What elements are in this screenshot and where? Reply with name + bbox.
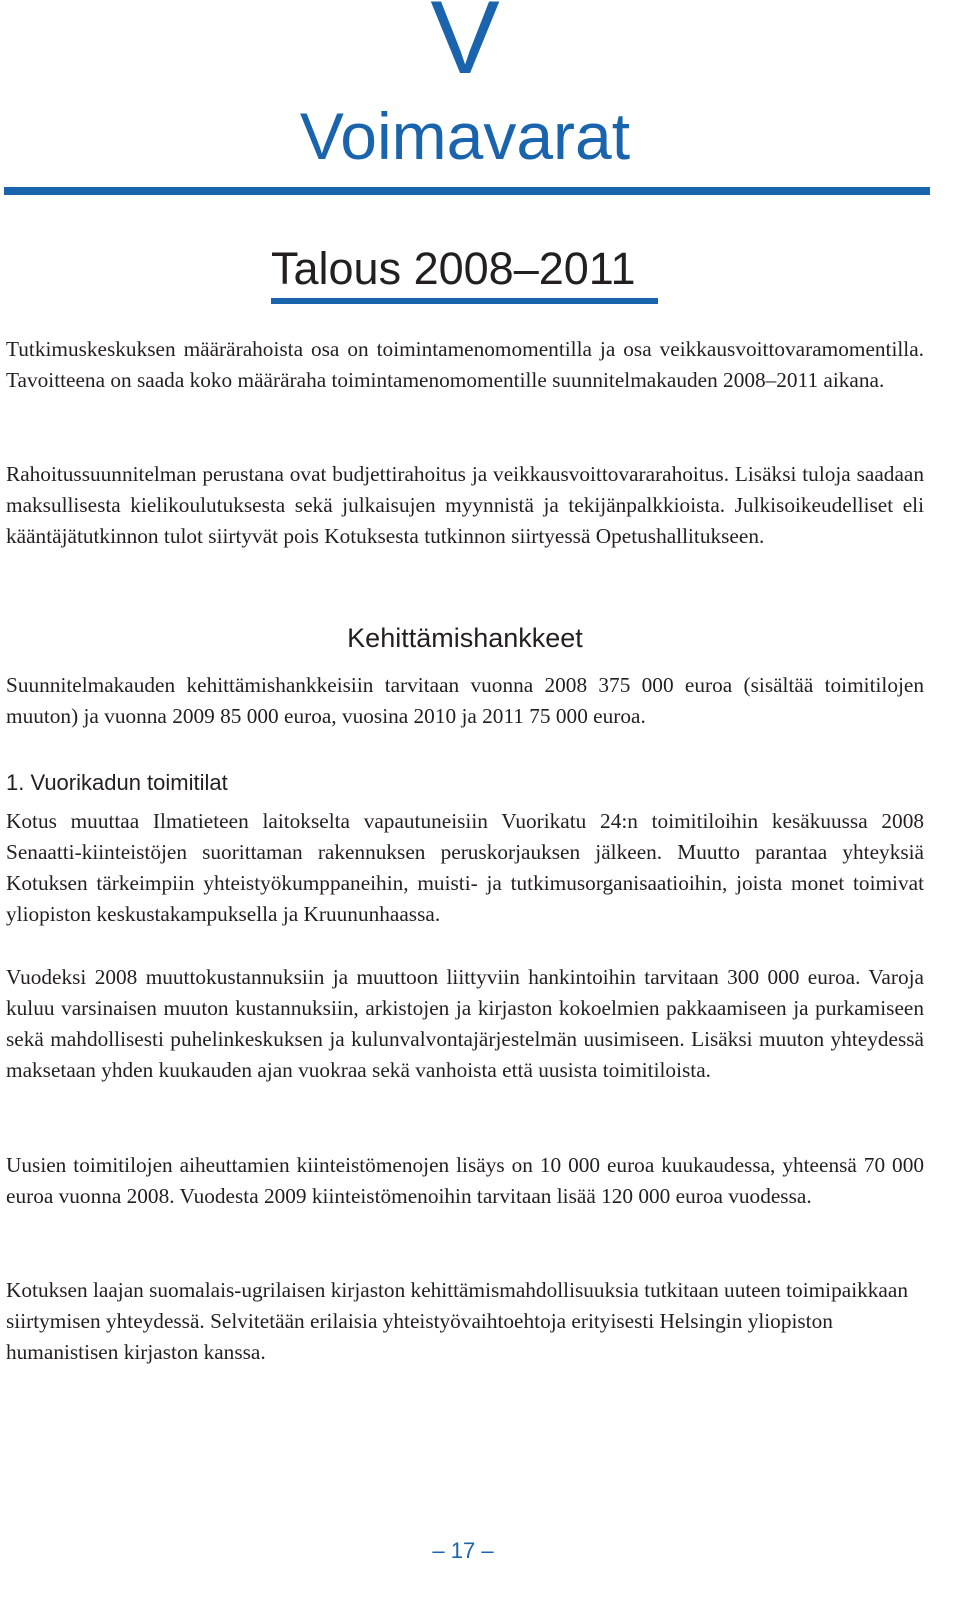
paragraph-intro-1: Tutkimuskeskuksen määrärahoista osa on toimintamenomomentilla ja osa veikkausvoittovaramomentilla. Tavoitteena on saada koko määräraha toimintamenomomentille suunnitelmakauden 2008–2011 aikana.: [6, 337, 924, 392]
paragraph-item-2: Vuodeksi 2008 muuttokustannuksiin ja muuttoon liittyviin hankintoihin tarvitaan 300 000 euroa. Varoja kuluu varsinaisen muuton kustannuksiin, arkistojen ja kirjaston kokoelmien pakkaamiseen ja purkamiseen sekä mahdollisesti puhelinkeskuksen ja kulunvalvontajärjestelmän uusimiseen. Lisäksi muuton yhteydessä maksetaan yhden kuukauden ajan vuokraa sekä vanhoista että uusista toimitiloista.: [6, 965, 924, 1082]
section-title: Talous 2008–2011: [271, 243, 636, 294]
subheading-development-projects: Kehittämishankkeet: [347, 623, 583, 653]
section-title-underline: [271, 298, 658, 304]
paragraph-item-1: Kotus muuttaa Ilmatieteen laitokselta vapautuneisiin Vuorikatu 24:n toimitiloihin kesäkuussa 2008 Senaatti-kiinteistöjen suorittaman rakennuksen peruskorjauksen jälkeen. Muutto parantaa yhteyksiä Kotuksen tärkeimpiin yhteistyökumppaneihin, muisti- ja tutkimusorganisaatioihin, joista monet toimivat yliopiston keskustakampuksella ja Kruununhaassa.: [6, 809, 924, 926]
chapter-title: Voimavarat: [299, 99, 631, 173]
paragraph-intro-2: Rahoitussuunnitelman perustana ovat budjettirahoitus ja veikkausvoittovararahoitus. Lisäksi tuloja saadaan maksullisesta kielikoulutuksesta sekä julkaisujen myynnistä ja tekijänpalkkioista. Julkisoikeudelliset eli kääntäjätutkinnon tulot siirtyvät pois Kotuksesta tutkinnon siirtyessä Opetushallitukseen.: [6, 462, 924, 548]
paragraph-development-projects: Suunnitelmakauden kehittämishankkeisiin tarvitaan vuonna 2008 375 000 euroa (sisältää toimitilojen muuton) ja vuonna 2009 85 000 euroa, vuosina 2010 ja 2011 75 000 euroa.: [6, 673, 924, 728]
item-heading: 1. Vuorikadun toimitilat: [6, 770, 228, 795]
paragraph-item-3: Uusien toimitilojen aiheuttamien kiinteistömenojen lisäys on 10 000 euroa kuukaudessa, yhteensä 70 000 euroa vuonna 2008. Vuodesta 2009 kiinteistömenoihin tarvitaan lisää 120 000 euroa vuodessa.: [6, 1153, 924, 1208]
page-number: – 17 –: [432, 1538, 494, 1563]
chapter-divider: [4, 187, 930, 195]
chapter-numeral: V: [430, 0, 500, 96]
paragraph-item-4: Kotuksen laajan suomalais-ugrilaisen kirjaston kehittämismahdollisuuksia tutkitaan uuteen toimipaikkaan siirtymisen yhteydessä. Selvitetään erilaisia yhteistyövaihtoehtoja erityisesti Helsingin yliopiston humanistisen kirjaston kanssa.: [6, 1278, 908, 1364]
